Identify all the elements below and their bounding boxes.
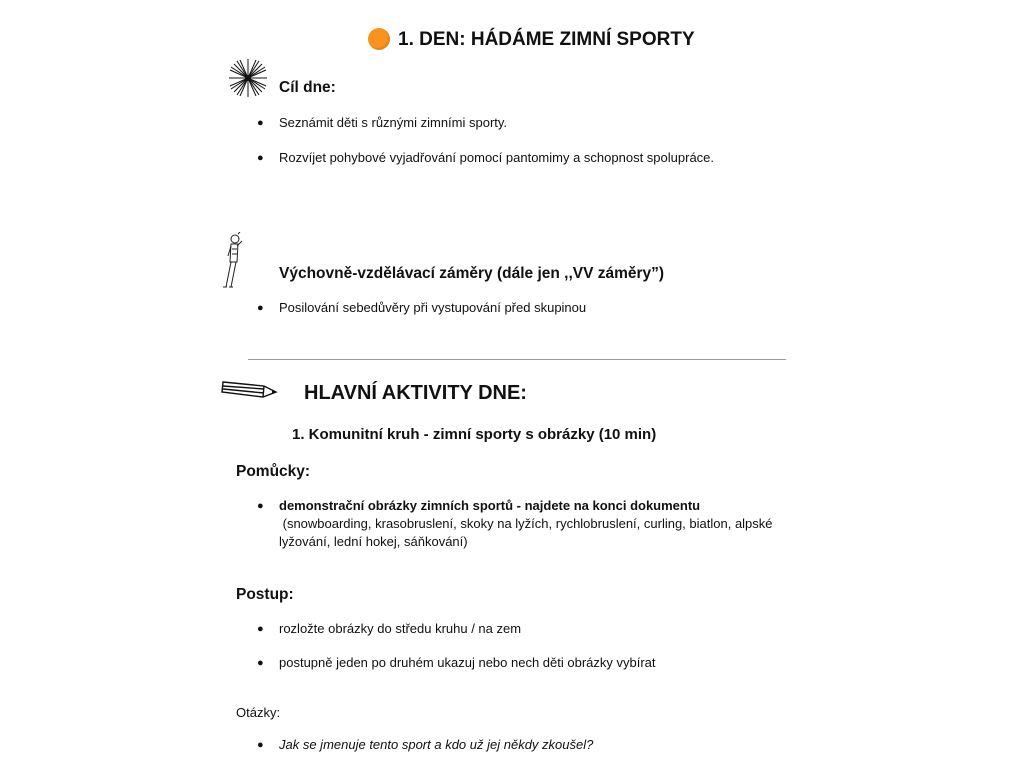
bullet-icon: ●	[257, 739, 264, 751]
supplies-item-line: lyžování, lední hokej, sáňkování)	[279, 534, 468, 549]
questions-heading: Otázky:	[236, 705, 281, 720]
list-item	[257, 149, 715, 167]
person-figure-icon	[217, 232, 247, 290]
list-item	[257, 299, 587, 317]
orange-dot-icon	[368, 28, 390, 50]
list-item	[257, 114, 508, 132]
bullet-icon: ●	[257, 117, 264, 129]
question-item-text: Jak se jmenuje tento sport a kdo už jej někdy zkoušel?	[279, 737, 594, 752]
page-title: 1. DEN: HÁDÁME ZIMNÍ SPORTY	[398, 29, 695, 50]
vv-heading: Výchovně-vzdělávací záměry (dále jen ,,VV záměry”)	[279, 265, 665, 282]
list-item	[257, 736, 594, 754]
bullet-icon: ●	[257, 500, 264, 512]
starburst-icon	[227, 57, 269, 99]
bullet-icon: ●	[257, 152, 264, 164]
bullet-icon: ●	[257, 302, 264, 314]
supplies-item-line: (snowboarding, krasobruslení, skoky na lyžích, rychlobruslení, curling, biatlon, alpské	[279, 516, 773, 531]
activity-title: 1. Komunitní kruh - zimní sporty s obrázky (10 min)	[292, 426, 657, 443]
list-item	[257, 497, 799, 551]
list-item	[257, 620, 522, 638]
goal-item-text: Seznámit děti s různými zimními sporty.	[279, 115, 508, 130]
bullet-icon: ●	[257, 623, 264, 635]
procedure-heading: Postup:	[236, 586, 294, 603]
procedure-item-text: rozložte obrázky do středu kruhu / na zem	[279, 621, 522, 636]
goal-item-text: Rozvíjet pohybové vyjadřování pomocí pantomimy a schopnost spolupráce.	[279, 150, 715, 165]
supplies-item-title: demonstrační obrázky zimních sportů - najdete na konci dokumentu	[279, 498, 701, 513]
supplies-heading: Pomůcky:	[236, 463, 311, 480]
goal-heading: Cíl dne:	[279, 79, 336, 96]
procedure-item-text: postupně jeden po druhém ukazuj nebo nech děti obrázky vybírat	[279, 655, 656, 670]
main-heading: HLAVNÍ AKTIVITY DNE:	[304, 382, 527, 404]
bullet-icon: ●	[257, 657, 264, 669]
vv-item-text: Posilování sebedůvěry při vystupování před skupinou	[279, 300, 587, 315]
pencil-icon	[220, 378, 278, 400]
divider	[248, 359, 786, 360]
list-item	[257, 654, 656, 672]
